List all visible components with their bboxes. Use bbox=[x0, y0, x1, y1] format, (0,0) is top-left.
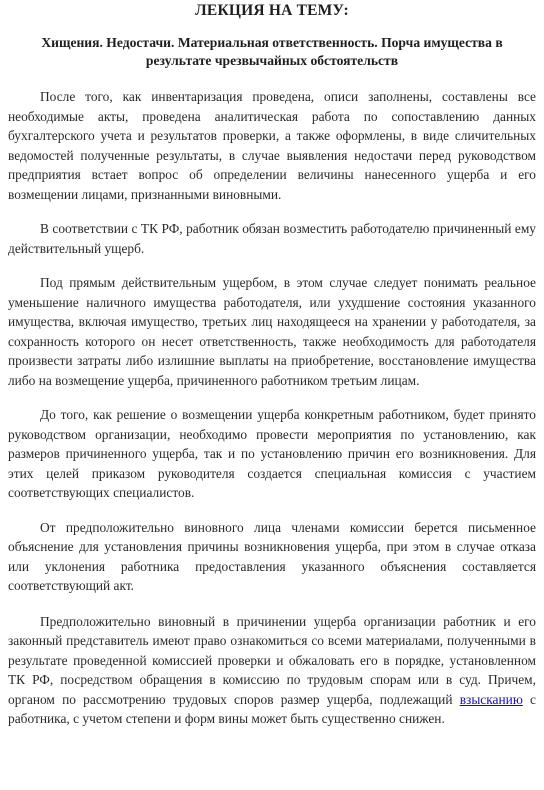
lecture-heading: ЛЕКЦИЯ НА ТЕМУ: bbox=[195, 2, 349, 19]
lecture-subtitle: Хищения. Недостачи. Материальная ответственность. Порча имущества в результате чрезвычайных обстоятельств bbox=[41, 35, 503, 68]
paragraph-explanation: От предположительно виновного лица членами комиссии берется письменное объяснение для установления причины возникновения ущерба, при этом в случае отказа или уклонения работника предоставления указанного объяснения составляется соответствующий акт. bbox=[8, 519, 536, 593]
paragraph-inventory: После того, как инвентаризация проведена, описи заполнены, составлены все необходимые акты, проведена аналитическая работа по сопоставлению данных бухгалтерского учета и результатов проверки, а также оформлены, в виде сличительных ведомостей полученные результаты, в случае выявления недостачи перед руководством предприятия встает вопрос об определении величины нанесенного ущерба и его возмещении лицами, признанными виновными. bbox=[8, 89, 536, 202]
recovery-link[interactable]: взысканию bbox=[459, 691, 523, 707]
paragraph-appeal bbox=[8, 612, 536, 729]
paragraph-direct-damage: Под прямым действительным ущербом, в этом случае следует понимать реальное уменьшение наличного имущества работодателя, или ухудшение состояния указанного имущества, включая имущество, третьих лиц находящееся на хранении у работодателя, за сохранность которого он несет ответственность, также необходимость для работодателя произвести затраты либо излишние выплаты на приобретение, восстановление имущества либо на возмещение ущерба, причиненного работником третьим лицам. bbox=[8, 275, 536, 388]
paragraph-labor-code: В соответствии с ТК РФ, работник обязан возместить работодателю причиненный ему действительный ущерб. bbox=[8, 221, 536, 256]
paragraph-commission: До того, как решение о возмещении ущерба конкретным работником, будет принято руководством организации, необходимо провести мероприятия по установлению, как размеров причиненного ущерба, так и по установлению причин его возникновения. Для этих целей приказом руководителя создается специальная комиссия с участием соответствующих специалистов. bbox=[8, 407, 536, 500]
appeal-text-after: с работника, с учетом степени и форм вины может быть существенно снижен. bbox=[8, 691, 536, 726]
appeal-text-before: Предположительно виновный в причинении ущерба организации работник и его законный представитель имеют право ознакомиться со всеми материалами, полученными в результате проведенной комиссией проверки и обжаловать его в порядке, установленном ТК РФ, посредством обращения в комиссию по трудовым спорам или в суд. Причем, органом по рассмотрению трудовых споров размер ущерба, подлежащий bbox=[8, 613, 536, 707]
